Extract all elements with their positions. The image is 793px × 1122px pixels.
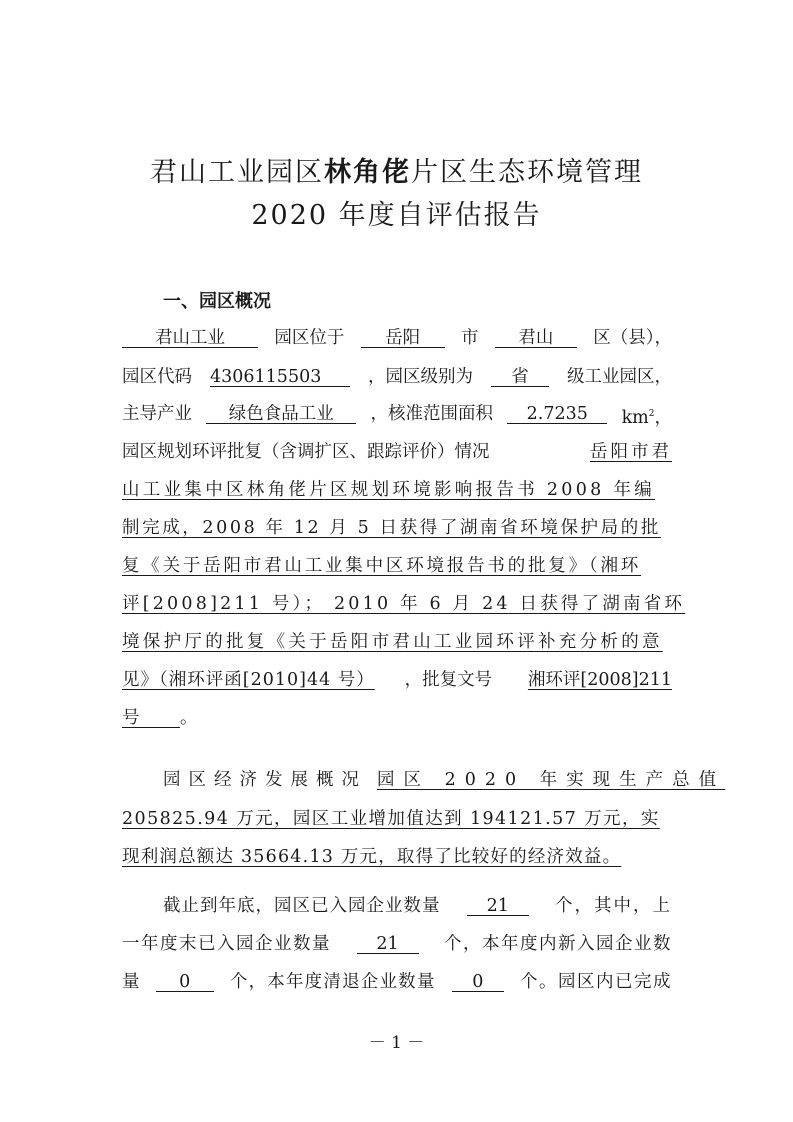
approval-text: 岳阳市君 <box>590 442 672 462</box>
field-new-enterprises: 0 <box>156 969 214 992</box>
title-part: 君山工业园区 <box>150 157 324 188</box>
text: 园区代码 <box>122 367 192 387</box>
field-total-enterprises: 21 <box>467 893 529 916</box>
field-area: 2.7235 <box>507 401 607 424</box>
approval-text: 见》（湘环评函[2010]44 号） <box>122 670 375 690</box>
economy-line: 205825.94 万元，园区工业增加值达到 194121.57 万元，实 <box>122 809 660 829</box>
text: ，园区级别为 <box>368 367 473 387</box>
approval-line: 评[2008]211 号）； 2010 年 6 月 24 日获得了湖南省环 <box>122 594 686 614</box>
field-district: 君山 <box>495 325 577 348</box>
document-title-line-2: 2020 年度自评估报告 <box>251 200 542 231</box>
approval-line: 境保护厅的批复《关于岳阳市君山工业园环评补充分析的意 <box>122 632 663 652</box>
text: ，核准范围面积 <box>370 404 494 424</box>
text: 截止到年底，园区已入园企业数量 <box>163 896 441 916</box>
paragraph-line <box>122 364 672 390</box>
text: 园区经济发展概况 <box>163 770 367 790</box>
field-removed-enterprises: 0 <box>452 969 504 992</box>
text: 园区规划环评批复（含调扩区、跟踪评价）情况 <box>122 442 490 462</box>
field-doc-number-end: 号 <box>122 705 180 728</box>
text: 主导产业 <box>122 404 192 424</box>
approval-line: 复《关于岳阳市君山工业集中区环境报告书的批复》（湘环 <box>122 556 642 576</box>
approval-line: 制完成，2008 年 12 月 5 日获得了湖南省环境保护局的批 <box>122 518 661 538</box>
text: 。 <box>180 708 198 728</box>
paragraph-line <box>122 439 672 465</box>
paragraph-line <box>122 931 672 957</box>
page-number: － 1 － <box>368 1033 425 1053</box>
paragraph-line <box>122 401 672 427</box>
text: 园区位于 <box>274 328 345 348</box>
economy-line <box>122 844 672 870</box>
title-part: 片区生态环境管理 <box>411 157 643 188</box>
area-unit: $km^2$， <box>621 407 672 428</box>
economy-text: 现利润总额达 35664.13 万元，取得了比较好的经济效益。 <box>122 847 622 867</box>
economy-text: 园区 2020 年实现生产总值 <box>377 770 726 790</box>
section-heading: 一、园区概况 <box>163 291 271 312</box>
field-park-level: 省 <box>491 364 549 387</box>
text: 个。园区内已完成 <box>519 972 672 992</box>
text: 区（县）， <box>593 328 672 348</box>
text: ，批复文号 <box>404 670 493 690</box>
field-doc-number: 湘环评[2008]211 <box>527 670 672 690</box>
paragraph-line <box>122 705 672 731</box>
document-title-line-1 <box>0 150 793 189</box>
field-park-code: 4306115503 <box>210 364 350 387</box>
paragraph-line <box>163 767 726 793</box>
field-industry: 绿色食品工业 <box>206 401 356 424</box>
text: 一年度末已入园企业数量 <box>122 934 331 954</box>
field-city: 岳阳 <box>361 325 445 348</box>
text: 个，本年度清退企业数量 <box>229 972 436 992</box>
field-park-name: 君山工业 <box>122 325 258 348</box>
approval-line: 山工业集中区林角佬片区规划环境影响报告书 2008 年编 <box>122 480 656 500</box>
text: 级工业园区， <box>567 367 672 387</box>
title-part-bold: 林角佬 <box>324 157 411 188</box>
text: 个，其中，上 <box>555 896 672 916</box>
paragraph-line <box>163 893 672 919</box>
text: 量 <box>122 972 140 992</box>
paragraph-line <box>122 667 672 693</box>
text: 市 <box>461 328 479 348</box>
paragraph-line <box>122 969 672 995</box>
paragraph-line <box>122 325 672 351</box>
field-prev-enterprises: 21 <box>357 931 419 954</box>
text: 个，本年度内新入园企业数 <box>444 934 672 954</box>
